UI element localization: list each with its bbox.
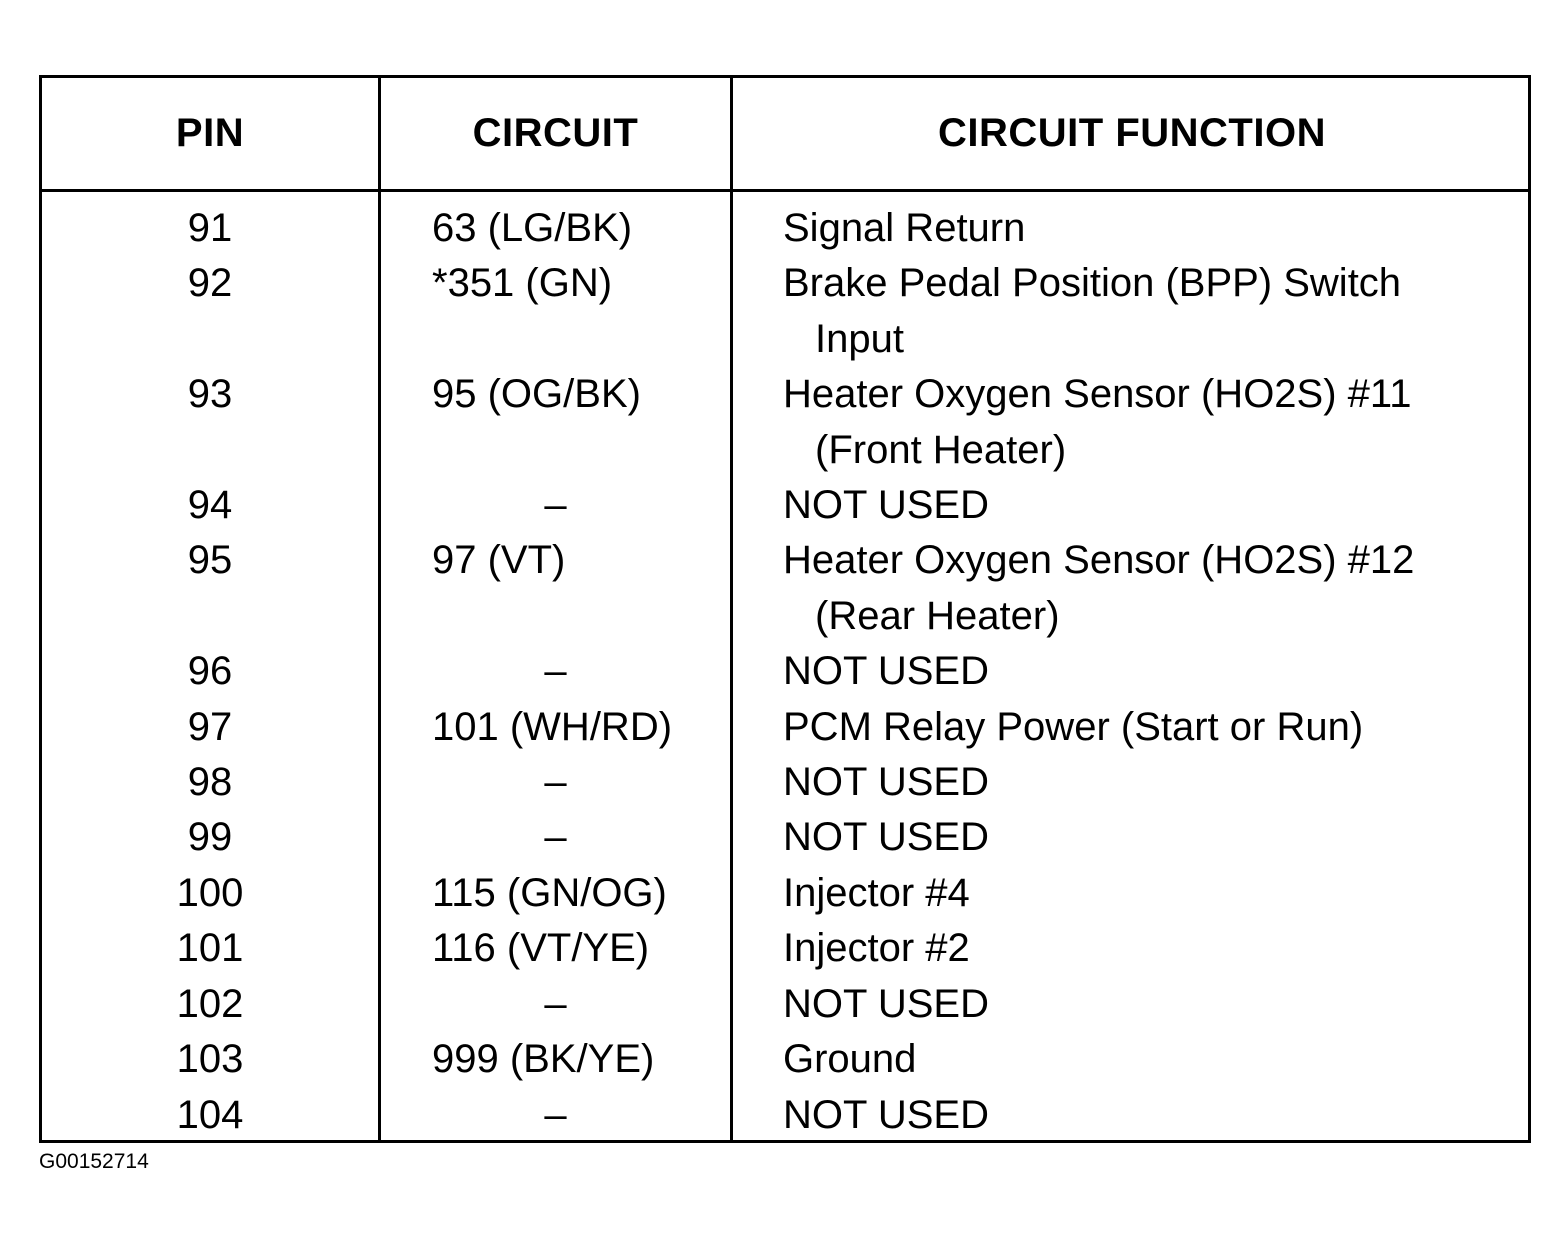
circuit-function-line: (Front Heater) (815, 427, 1067, 472)
pin-cell: 91 (187, 206, 233, 250)
circuit-cell: – (544, 1092, 567, 1137)
circuit-function-line: PCM Relay Power (Start or Run) (783, 704, 1364, 749)
header-circuit: CIRCUIT (472, 111, 639, 155)
pin-cell: 93 (187, 372, 233, 417)
circuit-function-cell (783, 533, 1503, 644)
table-row (42, 921, 1528, 976)
circuit-cell: 116 (VT/YE) (432, 926, 650, 971)
table-row (42, 201, 1528, 256)
pin-cell: 99 (187, 815, 233, 860)
pin-cell: 94 (187, 483, 233, 528)
circuit-function-cell (783, 921, 1503, 976)
circuit-function-cell (783, 1032, 1503, 1087)
pin-cell: 103 (176, 1037, 244, 1082)
circuit-function-line: NOT USED (783, 760, 989, 805)
table-row (42, 977, 1528, 1032)
circuit-function-cell (783, 810, 1503, 865)
circuit-function-line: NOT USED (783, 483, 989, 528)
circuit-cell: – (544, 649, 567, 694)
pin-cell: 96 (187, 649, 233, 694)
table-body (42, 201, 1528, 1143)
circuit-function-cell (783, 700, 1503, 755)
pin-cell: 98 (187, 760, 233, 805)
pin-cell: 101 (176, 926, 244, 971)
circuit-cell: 115 (GN/OG) (432, 870, 667, 915)
circuit-function-cell (783, 755, 1503, 810)
pin-cell: 97 (187, 704, 233, 749)
table-row (42, 644, 1528, 699)
header-divider (42, 189, 1528, 192)
circuit-function-line: Heater Oxygen Sensor (HO2S) #11 (783, 372, 1412, 417)
circuit-function-line: NOT USED (783, 981, 989, 1026)
table-row (42, 533, 1528, 644)
table-row (42, 700, 1528, 755)
table-row (42, 1032, 1528, 1087)
table-header (42, 78, 1528, 189)
header-pin: PIN (175, 111, 245, 155)
table-row (42, 1088, 1528, 1143)
circuit-cell: – (544, 815, 567, 860)
circuit-function-line: (Rear Heater) (815, 593, 1060, 638)
circuit-cell: 97 (VT) (432, 538, 566, 583)
circuit-function-line: Input (815, 316, 904, 361)
table-row (42, 810, 1528, 865)
circuit-cell: 63 (LG/BK) (432, 206, 633, 250)
circuit-function-cell (783, 256, 1503, 367)
pin-cell: 104 (176, 1092, 244, 1137)
pin-cell: 100 (176, 870, 244, 915)
circuit-function-line: NOT USED (783, 649, 989, 694)
circuit-function-line: Ground (783, 1037, 917, 1082)
circuit-function-line: Injector #4 (783, 870, 970, 915)
circuit-function-cell (783, 478, 1503, 533)
circuit-function-cell (783, 644, 1503, 699)
table-row (42, 367, 1528, 478)
circuit-cell: – (544, 981, 567, 1026)
table-row (42, 478, 1528, 533)
pin-table (39, 75, 1531, 1143)
circuit-function-line: Signal Return (783, 206, 1026, 250)
circuit-function-cell (783, 201, 1503, 256)
circuit-function-line: Heater Oxygen Sensor (HO2S) #12 (783, 538, 1415, 583)
circuit-function-cell (783, 866, 1503, 921)
circuit-function-cell (783, 367, 1503, 478)
circuit-cell: 95 (OG/BK) (432, 372, 641, 417)
circuit-cell: – (544, 760, 567, 805)
circuit-function-cell (783, 977, 1503, 1032)
table-row (42, 755, 1528, 810)
pin-cell: 102 (176, 981, 244, 1026)
circuit-function-cell (783, 1088, 1503, 1143)
circuit-cell: *351 (GN) (432, 261, 613, 306)
header-circuit-function: CIRCUIT FUNCTION (938, 111, 1326, 155)
circuit-function-line: NOT USED (783, 1092, 989, 1137)
circuit-function-line: Injector #2 (783, 926, 970, 971)
circuit-cell: 999 (BK/YE) (432, 1037, 655, 1082)
circuit-cell: – (544, 483, 567, 528)
figure-id: G00152714 (39, 1150, 149, 1173)
circuit-cell: 101 (WH/RD) (432, 704, 673, 749)
table-row (42, 256, 1528, 367)
table-row (42, 866, 1528, 921)
circuit-function-line: NOT USED (783, 815, 989, 860)
pin-cell: 92 (187, 261, 233, 306)
pin-cell: 95 (187, 538, 233, 583)
circuit-function-line: Brake Pedal Position (BPP) Switch (783, 261, 1402, 306)
